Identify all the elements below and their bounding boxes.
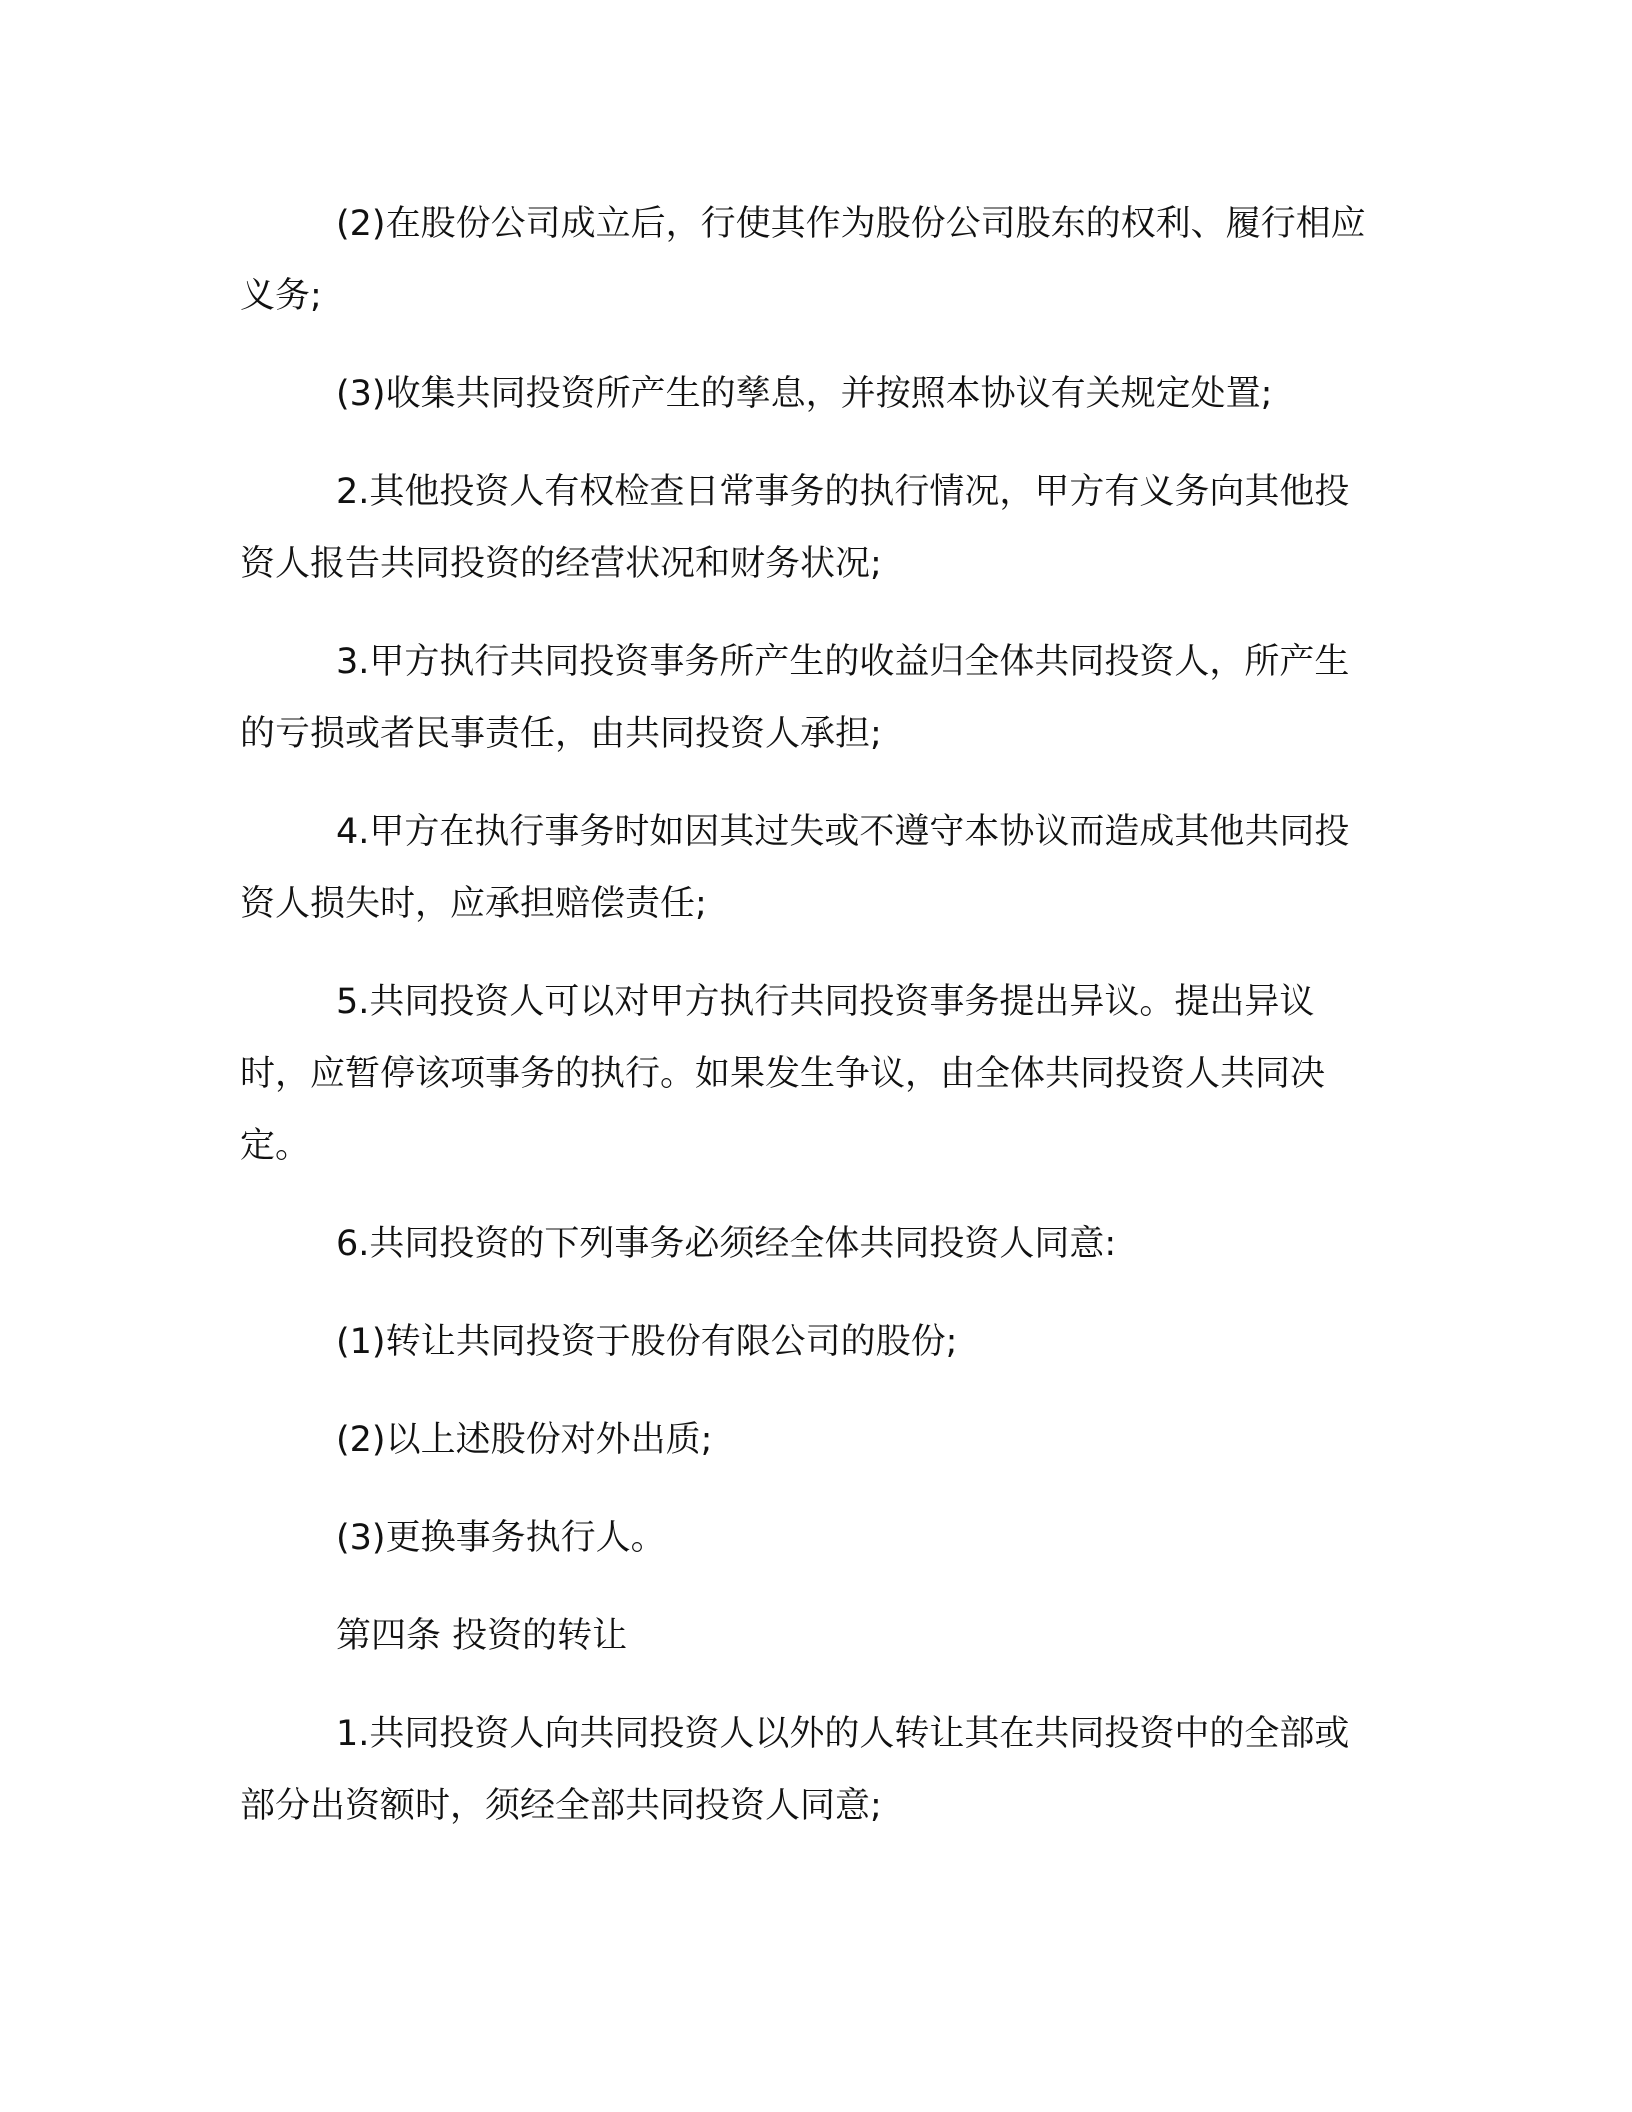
paragraph: 2.其他投资人有权检查日常事务的执行情况，甲方有义务向其他投资人报告共同投资的经营状况和财务状况; (240, 472, 1350, 584)
document-body (240, 188, 1380, 1868)
paragraph: 3.甲方执行共同投资事务所产生的收益归全体共同投资人，所产生的亏损或者民事责任，由共同投资人承担; (240, 642, 1350, 754)
paragraph: (3)更换事务执行人。 (336, 1518, 666, 1558)
paragraph: 5.共同投资人可以对甲方执行共同投资事务提出异议。提出异议时，应暂停该项事务的执行。如果发生争议，由全体共同投资人共同决定。 (240, 982, 1326, 1166)
paragraph: (2)在股份公司成立后，行使其作为股份公司股东的权利、履行相应义务; (240, 204, 1366, 316)
paragraph: (1)转让共同投资于股份有限公司的股份; (336, 1322, 958, 1362)
paragraph: (3)收集共同投资所产生的孳息，并按照本协议有关规定处置; (336, 374, 1273, 414)
paragraph: 1.共同投资人向共同投资人以外的人转让其在共同投资中的全部或部分出资额时，须经全部共同投资人同意; (240, 1714, 1350, 1826)
section-heading: 第四条 投资的转让 (336, 1616, 628, 1656)
paragraph: 4.甲方在执行事务时如因其过失或不遵守本协议而造成其他共同投资人损失时，应承担赔偿责任; (240, 812, 1350, 924)
paragraph: (2)以上述股份对外出质; (336, 1420, 713, 1460)
paragraph: 6.共同投资的下列事务必须经全体共同投资人同意: (336, 1224, 1117, 1264)
